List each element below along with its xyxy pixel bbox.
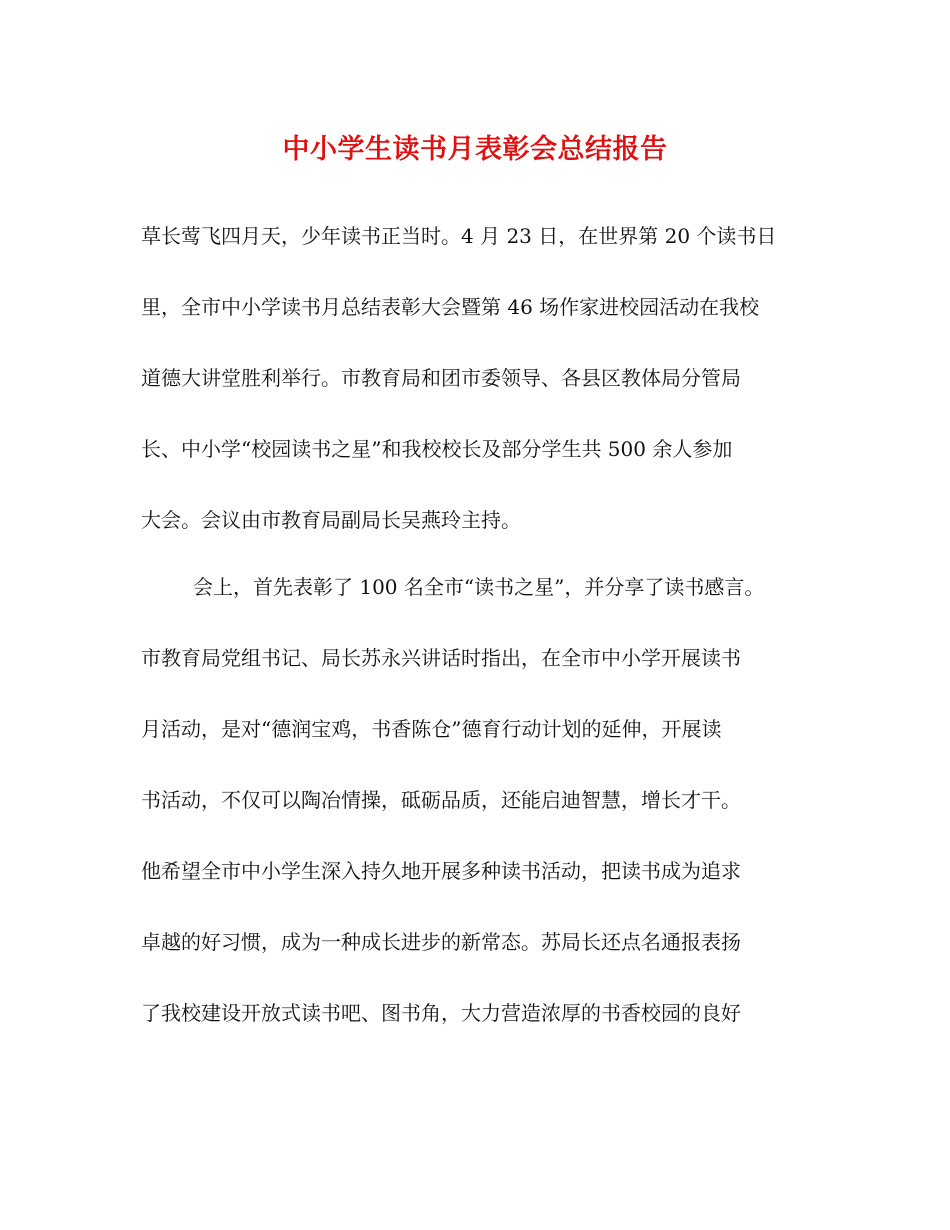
body-line: 月活动，是对“德润宝鸡，书香陈仓”德育行动计划的延伸，开展读 <box>141 717 722 741</box>
body-line-indented: 会上，首先表彰了 100 名全市“读书之星”，并分享了读书感言。 <box>193 575 765 599</box>
body-line: 长、中小学“校园读书之星”和我校校长及部分学生共 500 余人参加 <box>141 437 733 461</box>
body-line: 大会。会议由市教育局副局长吴燕玲主持。 <box>141 508 521 532</box>
body-line: 了我校建设开放式读书吧、图书角，大力营造浓厚的书香校园的良好 <box>141 1001 741 1025</box>
document-title: 中小学生读书月表彰会总结报告 <box>282 134 668 165</box>
body-line: 道德大讲堂胜利举行。市教育局和团市委领导、各县区教体局分管局 <box>141 366 741 390</box>
body-line: 里，全市中小学读书月总结表彰大会暨第 46 场作家进校园活动在我校 <box>141 295 760 319</box>
body-line: 市教育局党组书记、局长苏永兴讲话时指出，在全市中小学开展读书 <box>141 646 741 670</box>
body-line: 卓越的好习惯，成为一种成长进步的新常态。苏局长还点名通报表扬 <box>141 930 741 954</box>
body-line: 书活动，不仅可以陶冶情操，砥砺品质，还能启迪智慧，增长才干。 <box>141 788 741 812</box>
body-line: 他希望全市中小学生深入持久地开展多种读书活动，把读书成为追求 <box>141 859 741 883</box>
body-line: 草长莺飞四月天，少年读书正当时。4 月 23 日，在世界第 20 个读书日 <box>141 224 777 248</box>
